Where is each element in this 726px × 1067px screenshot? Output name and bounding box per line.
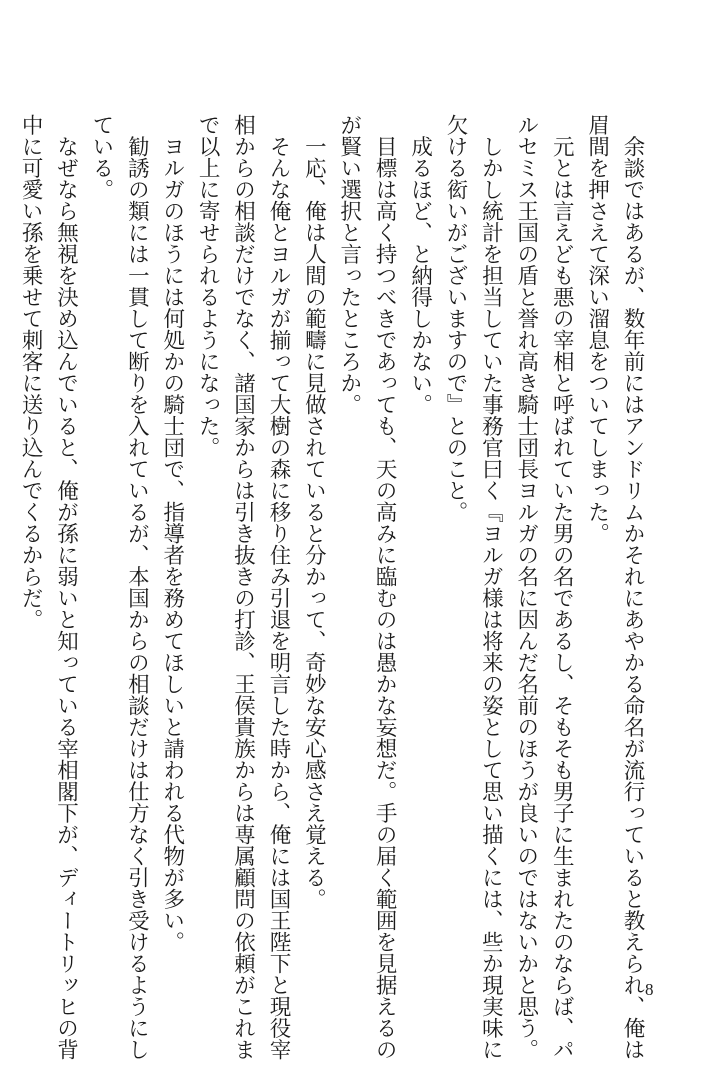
text-line: 欠ける衒いがございますので』とのこと。 — [442, 114, 468, 523]
text-line: 余談ではあるが、数年前にはアンドリムかそれにあやかる命名が流行っていると教えられ、俺は — [620, 114, 645, 1060]
text-line: ヨルガのほうには何処かの騎士団で、指導者を務めてほしいと請われる代物が多い。 — [159, 114, 185, 953]
text-line: 一応、俺は人間の範疇に見做されていると分かって、奇妙な安心感さえ覚える。 — [301, 114, 327, 910]
text-line: 成るほど、と納得しかない。 — [407, 114, 433, 415]
page-number: 8 — [645, 980, 654, 999]
text-line: なぜなら無視を決め込んでいると、俺が孫に弱いと知っている宰相閣下が、ディートリッヒの背 — [53, 114, 79, 1060]
text-line: 相からの相談だけでなく、諸国家からは引き抜きの打診、王侯貴族からは専属顧問の依頼がこれま — [230, 114, 256, 1060]
text-line: で以上に寄せられるようになった。 — [195, 114, 221, 458]
text-line: しかし統計を担当していた事務官曰く『ヨルガ様は将来の姿として思い描くには、些か現実味に — [478, 114, 504, 1060]
text-line: ルセミス王国の盾と誉れ高き騎士団長ヨルガの名に因んだ名前のほうが良いのではないかと思う。 — [513, 114, 539, 1060]
text-line: 中に可愛い孫を乗せて刺客に送り込んでくるからだ。 — [18, 114, 44, 630]
text-line: 勧誘の類には一貫して断りを入れているが、本国からの相談だけは仕方なく引き受けるようにし — [124, 114, 150, 1060]
text-line: 眉間を押さえて深い溜息をついてしまった。 — [584, 114, 610, 544]
text-line: ている。 — [88, 114, 114, 200]
body-text — [13, 114, 650, 1060]
text-line: そんな俺とヨルガが揃って大樹の森に移り住み引退を明言した時から、俺には国王陛下と現役宰 — [265, 114, 291, 1060]
text-line: 目標は高く持つべきであっても、天の高みに臨むのは愚かな妄想だ。手の届く範囲を見据えるの — [372, 114, 398, 1060]
text-line: 元とは言えども悪の宰相と呼ばれていた男の名であるし、そもそも男子に生まれたのならば、パ — [549, 114, 575, 1060]
text-line: が賢い選択と言ったところか。 — [336, 114, 362, 415]
